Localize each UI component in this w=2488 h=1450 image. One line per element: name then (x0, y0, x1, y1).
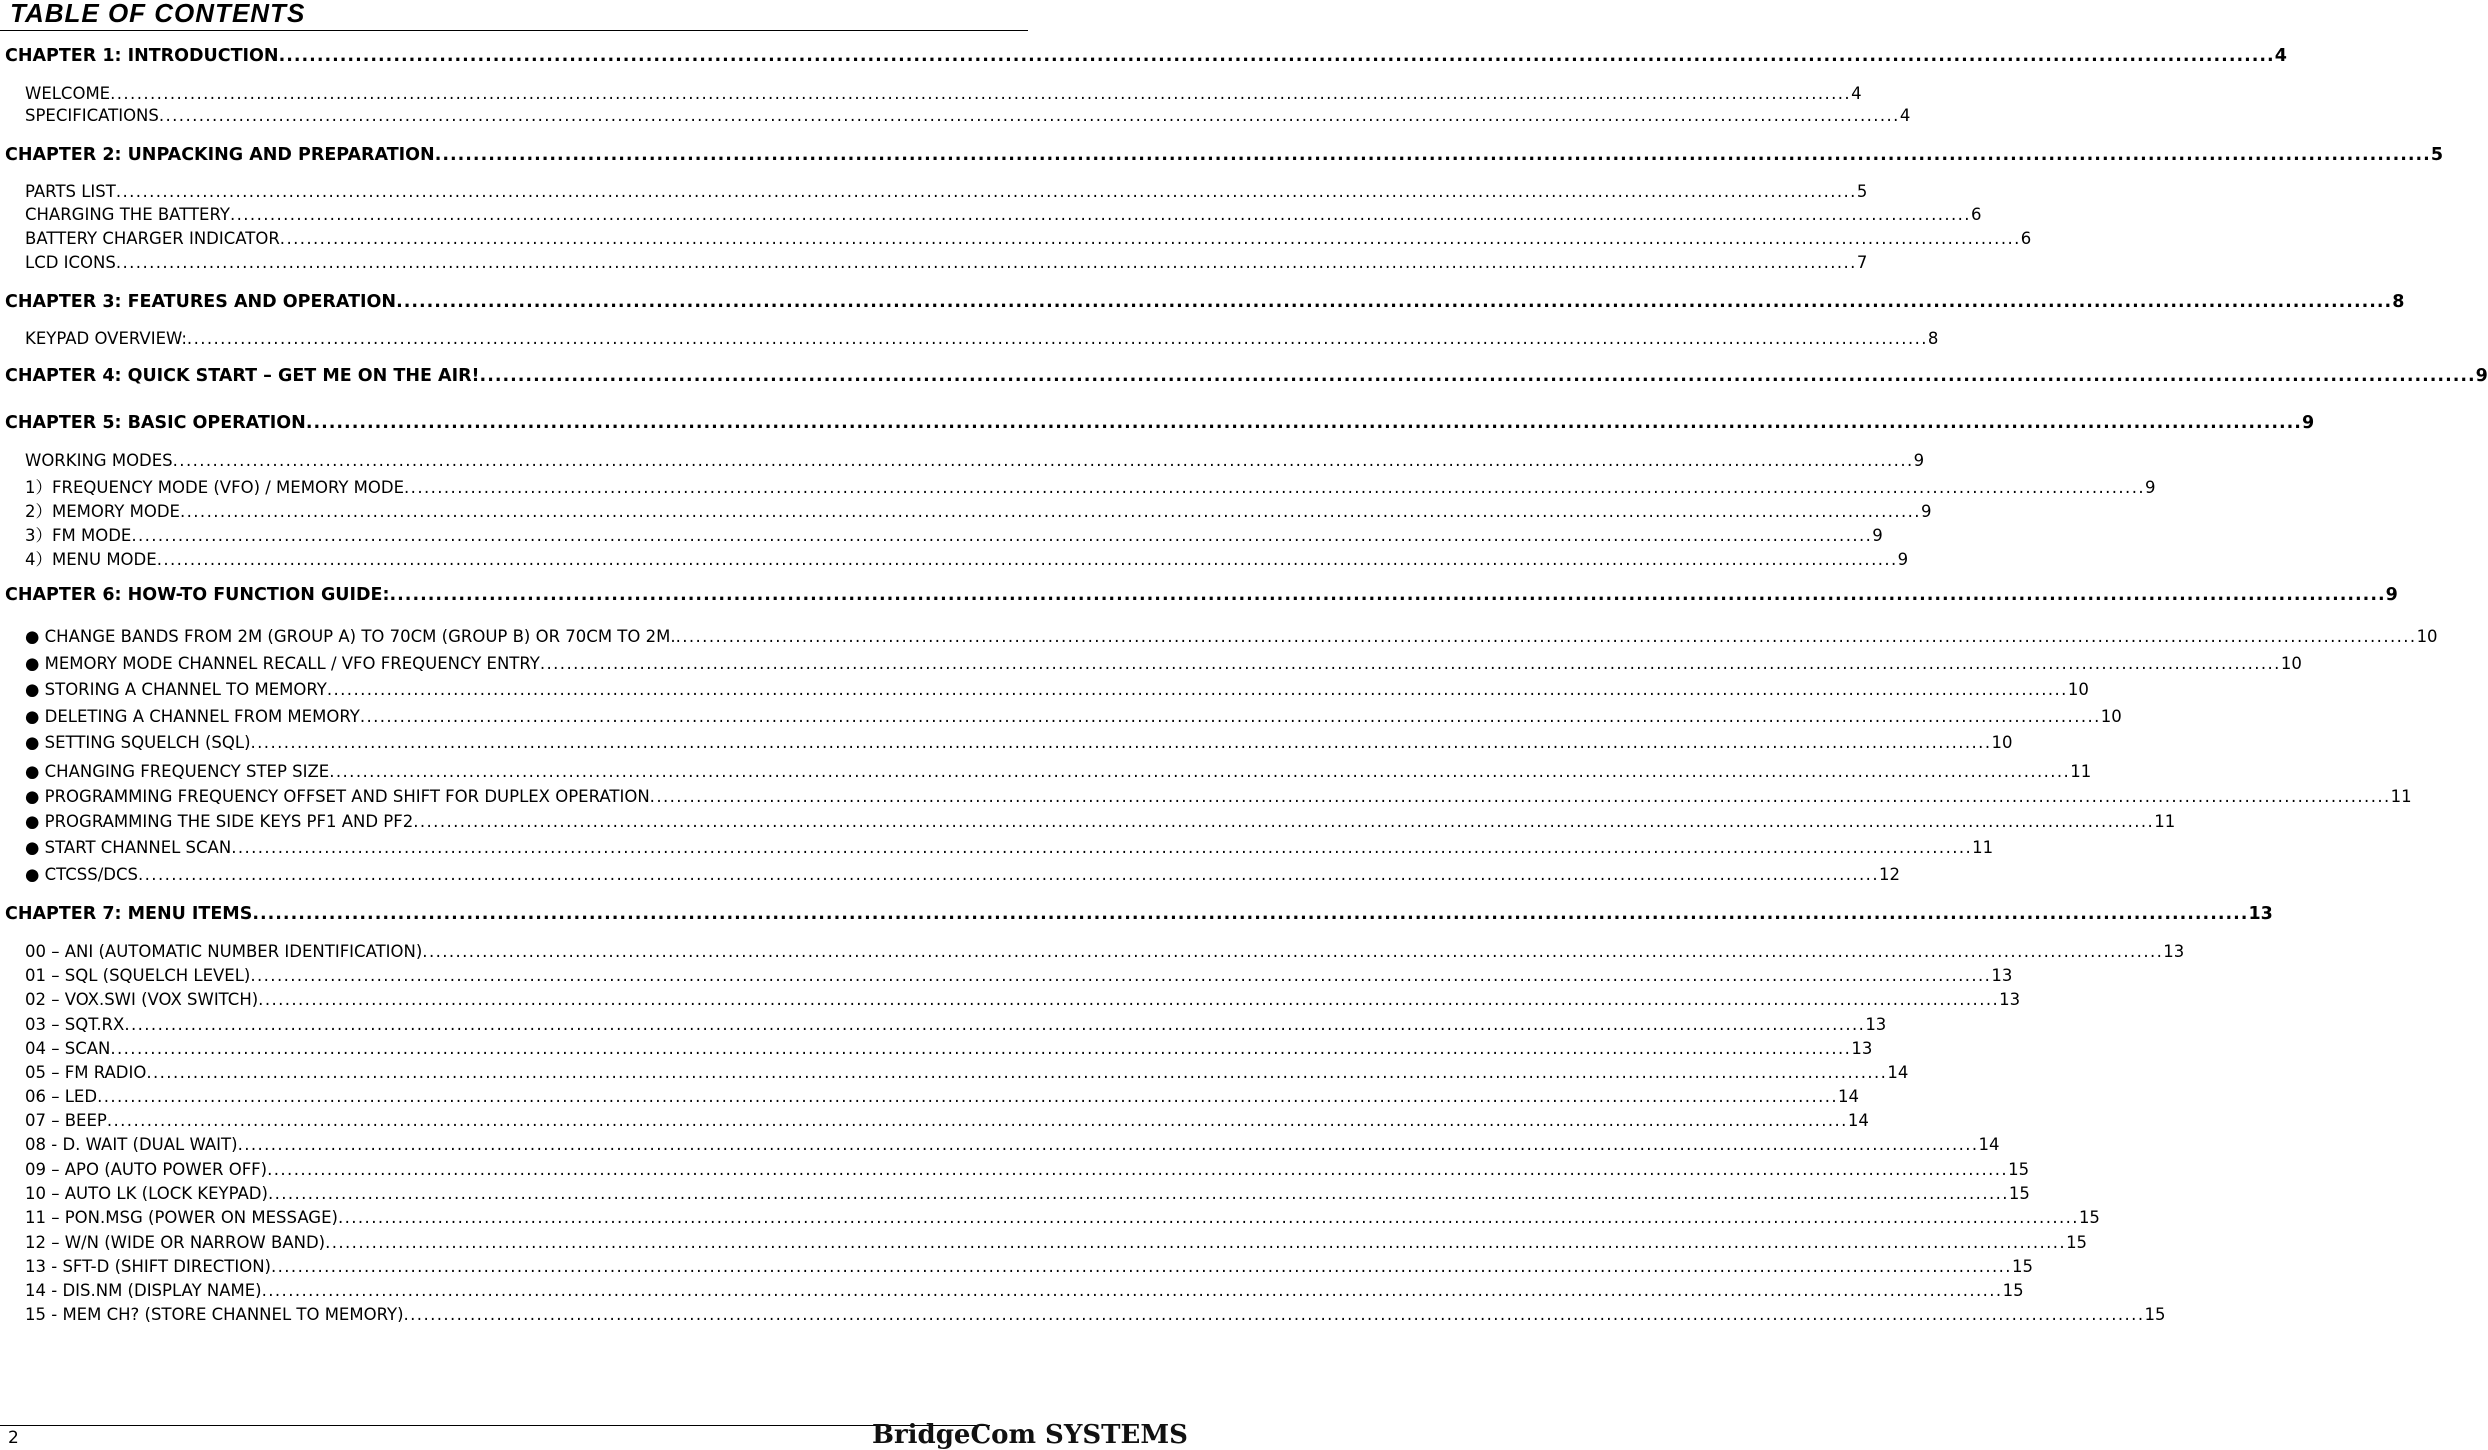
toc-section-entry[interactable] (25, 106, 1911, 125)
toc-page-number: 14 (1838, 1087, 1860, 1106)
toc-entry-label: 08 - D. WAIT (DUAL WAIT) (25, 1135, 238, 1154)
toc-page-number: 11 (1972, 838, 1994, 857)
toc-page-number: 13 (1999, 990, 2021, 1009)
toc-chapter-entry[interactable] (5, 585, 2398, 605)
dot-leader (97, 1087, 1838, 1106)
toc-page-number: 15 (2078, 1208, 2100, 1227)
toc-section-entry[interactable] (25, 1015, 1887, 1034)
toc-entry-label: 1）FREQUENCY MODE (VFO) / MEMORY MODE (25, 478, 405, 497)
dot-leader (116, 182, 1857, 201)
toc-entry-label: 14 - DIS.NM (DISPLAY NAME) (25, 1281, 262, 1300)
bridgecom-logo: BridgeCom SYSTEMS (872, 1420, 1188, 1450)
toc-page-number: 13 (2163, 942, 2185, 961)
toc-section-entry[interactable] (25, 1160, 2030, 1179)
toc-section-entry[interactable] (25, 451, 1925, 470)
toc-entry-label: PARTS LIST (25, 182, 116, 201)
toc-entry-label: ● DELETING A CHANNEL FROM MEMORY (25, 707, 360, 726)
toc-section-entry[interactable] (25, 838, 1994, 857)
toc-section-entry[interactable] (25, 762, 2092, 781)
toc-section-entry[interactable] (25, 546, 1909, 570)
dot-leader (360, 707, 2101, 726)
dot-leader (306, 413, 2302, 433)
toc-page-number: 6 (2020, 229, 2032, 248)
toc-section-entry[interactable] (25, 942, 2185, 961)
toc-entry-label: 10 – AUTO LK (LOCK KEYPAD) (25, 1184, 268, 1203)
toc-entry-label: 00 – ANI (AUTOMATIC NUMBER IDENTIFICATION) (25, 942, 423, 961)
toc-page-number: 5 (2430, 145, 2443, 165)
toc-page-number: 9 (2145, 478, 2156, 497)
toc-section-entry[interactable] (25, 1184, 2030, 1203)
toc-section-entry[interactable] (25, 329, 1939, 348)
toc-section-entry[interactable] (25, 522, 1883, 546)
toc-entry-label: 01 – SQL (SQUELCH LEVEL) (25, 966, 251, 985)
toc-entry-label: 06 – LED (25, 1087, 98, 1106)
toc-page-number: 8 (1927, 329, 1939, 348)
dot-leader (279, 46, 2275, 66)
dot-leader (116, 253, 1857, 272)
toc-page-number: 13 (1991, 966, 2013, 985)
toc-entry-label: SPECIFICATIONS (25, 106, 159, 125)
toc-entry-label: 09 – APO (AUTO POWER OFF) (25, 1160, 268, 1179)
toc-entry-label: CHARGING THE BATTERY (25, 205, 230, 224)
toc-page-number: 15 (2011, 1257, 2033, 1276)
toc-page-number: 9 (1872, 526, 1883, 545)
toc-section-entry[interactable] (25, 1135, 2000, 1154)
toc-entry-label: ● CHANGING FREQUENCY STEP SIZE (25, 762, 330, 781)
toc-entry-label: ● PROGRAMMING FREQUENCY OFFSET AND SHIFT FOR DUPLEX OPERATION (25, 787, 650, 806)
toc-section-entry[interactable] (25, 990, 2021, 1009)
toc-page-number: 9 (2385, 585, 2398, 605)
toc-page-number: 4 (2274, 46, 2287, 66)
toc-chapter-entry[interactable] (5, 46, 2287, 66)
toc-entry-label: ● CHANGE BANDS FROM 2M (GROUP A) TO 70CM (GROUP B) OR 70CM TO 2M. (25, 627, 676, 646)
toc-page-number: 9 (2301, 413, 2315, 433)
toc-entry-label: CHAPTER 2: UNPACKING AND PREPARATION (5, 145, 435, 165)
toc-page-number: 15 (2002, 1281, 2024, 1300)
toc-page-number: 10 (2100, 707, 2122, 726)
toc-section-entry[interactable] (25, 787, 2412, 806)
dot-leader (251, 733, 1992, 752)
dot-leader (267, 1160, 2008, 1179)
dot-leader (258, 990, 1999, 1009)
dot-leader (435, 145, 2431, 165)
dot-leader (124, 1015, 1865, 1034)
dot-leader (325, 1233, 2066, 1252)
toc-entry-label: 15 - MEM CH? (STORE CHANNEL TO MEMORY) (25, 1305, 404, 1324)
toc-chapter-entry[interactable] (5, 413, 2315, 433)
toc-entry-label: WORKING MODES (25, 451, 173, 470)
toc-section-entry[interactable] (25, 812, 2176, 831)
toc-page-number: 4 (1899, 106, 1911, 125)
toc-entry-label: KEYPAD OVERVIEW: (25, 329, 187, 348)
dot-leader (138, 865, 1879, 884)
toc-entry-label: CHAPTER 3: FEATURES AND OPERATION (5, 292, 397, 312)
toc-section-entry[interactable] (25, 733, 2013, 752)
dot-leader (231, 838, 1972, 857)
toc-heading: TABLE OF CONTENTS (10, 0, 306, 28)
toc-section-entry[interactable] (25, 182, 1868, 201)
dot-leader (404, 478, 2145, 497)
toc-page-number: 15 (2008, 1184, 2030, 1203)
toc-section-entry[interactable] (25, 205, 1982, 224)
toc-chapter-entry[interactable] (5, 292, 2405, 312)
toc-entry-label: CHAPTER 4: QUICK START – GET ME ON THE AIR! (5, 366, 480, 386)
toc-entry-label: ● MEMORY MODE CHANNEL RECALL / VFO FREQUENCY ENTRY (25, 654, 540, 673)
toc-section-entry[interactable] (25, 84, 1862, 103)
toc-page-number: 13 (1865, 1015, 1887, 1034)
toc-section-entry[interactable] (25, 654, 2302, 673)
toc-page-number: 9 (1913, 451, 1925, 470)
toc-entry-label: WELCOME (25, 84, 111, 103)
toc-entry-label: CHAPTER 6: HOW-TO FUNCTION GUIDE: (5, 585, 390, 605)
dot-leader (146, 1063, 1887, 1082)
toc-page-number: 10 (2416, 627, 2438, 646)
toc-section-entry[interactable] (25, 1281, 2024, 1300)
toc-entry-label: 2）MEMORY MODE (25, 502, 180, 521)
toc-section-entry[interactable] (25, 680, 2089, 699)
toc-page-number: 12 (1878, 865, 1900, 884)
dot-leader (157, 550, 1898, 569)
toc-page-number: 13 (1851, 1039, 1873, 1058)
toc-page-number: 6 (1970, 205, 1982, 224)
toc-page-number: 14 (1847, 1111, 1869, 1130)
toc-page-number: 15 (2008, 1160, 2030, 1179)
toc-section-entry[interactable] (25, 865, 1900, 884)
toc-entry-label: BATTERY CHARGER INDICATOR (25, 229, 280, 248)
dot-leader (329, 762, 2070, 781)
heading-rule (0, 30, 1028, 31)
toc-page-number: 5 (1856, 182, 1868, 201)
toc-entry-label: ● STORING A CHANNEL TO MEMORY (25, 680, 327, 699)
toc-page-number: 4 (1851, 84, 1862, 103)
page-number: 2 (8, 1428, 19, 1448)
dot-leader (396, 292, 2392, 312)
toc-page-number: 11 (2390, 787, 2412, 806)
toc-page-number: 15 (2144, 1305, 2166, 1324)
dot-leader (252, 904, 2248, 924)
dot-leader (238, 1135, 1979, 1154)
dot-leader (480, 366, 2476, 386)
dot-leader (338, 1208, 2079, 1227)
toc-page-number: 10 (2067, 680, 2089, 699)
dot-leader (107, 1111, 1848, 1130)
toc-section-entry[interactable] (25, 1111, 1869, 1130)
toc-page-number: 9 (1920, 502, 1932, 521)
toc-page-number: 9 (1897, 550, 1909, 569)
dot-leader (271, 1257, 2012, 1276)
toc-section-entry[interactable] (25, 1233, 2088, 1252)
toc-chapter-entry[interactable] (5, 904, 2273, 924)
toc-page-number: 9 (2475, 366, 2488, 386)
dot-leader (268, 1184, 2009, 1203)
toc-entry-label: ● PROGRAMMING THE SIDE KEYS PF1 AND PF2 (25, 812, 414, 831)
toc-page-number: 15 (2066, 1233, 2088, 1252)
dot-leader (404, 1305, 2145, 1324)
toc-entry-label: CHAPTER 7: MENU ITEMS (5, 904, 253, 924)
toc-entry-label: LCD ICONS (25, 253, 116, 272)
toc-page-number: 7 (1856, 253, 1868, 272)
toc-page-number: 10 (2280, 654, 2302, 673)
dot-leader (413, 812, 2154, 831)
toc-entry-label: 02 – VOX.SWI (VOX SWITCH) (25, 990, 259, 1009)
toc-entry-label: CHAPTER 1: INTRODUCTION (5, 46, 279, 66)
dot-leader (230, 205, 1971, 224)
toc-section-entry[interactable] (25, 1305, 2166, 1324)
toc-section-entry[interactable] (25, 229, 2032, 248)
toc-entry-label: ● START CHANNEL SCAN (25, 838, 232, 857)
toc-entry-label: 07 – BEEP (25, 1111, 107, 1130)
dot-leader (250, 966, 1991, 985)
toc-entry-label: 04 – SCAN (25, 1039, 111, 1058)
dot-leader (110, 1039, 1851, 1058)
dot-leader (280, 229, 2021, 248)
toc-chapter-entry[interactable] (5, 145, 2443, 165)
dot-leader (422, 942, 2163, 961)
dot-leader (262, 1281, 2003, 1300)
toc-section-entry[interactable] (25, 253, 1868, 272)
dot-leader (180, 502, 1921, 521)
dot-leader (159, 106, 1900, 125)
toc-page-number: 11 (2070, 762, 2092, 781)
toc-page-number: 13 (2248, 904, 2273, 924)
toc-page-number: 11 (2154, 812, 2176, 831)
toc-entry-label: 13 - SFT-D (SHIFT DIRECTION) (25, 1257, 271, 1276)
toc-page-number: 14 (1887, 1063, 1909, 1082)
toc-section-entry[interactable] (25, 707, 2122, 726)
toc-entry-label: 11 – PON.MSG (POWER ON MESSAGE) (25, 1208, 338, 1227)
footer-rule (0, 1425, 990, 1426)
toc-section-entry[interactable] (25, 627, 2438, 646)
toc-section-entry[interactable] (25, 1208, 2100, 1227)
toc-page-number: 10 (1991, 733, 2013, 752)
dot-leader (131, 526, 1872, 545)
toc-entry-label: 3）FM MODE (25, 526, 132, 545)
toc-page-number: 8 (2392, 292, 2405, 312)
toc-entry-label: 12 – W/N (WIDE OR NARROW BAND) (25, 1233, 326, 1252)
toc-entry-label: 05 – FM RADIO (25, 1063, 147, 1082)
dot-leader (173, 451, 1914, 470)
toc-section-entry[interactable] (25, 498, 1932, 522)
toc-page-number: 14 (1978, 1135, 2000, 1154)
toc-entry-label: 03 – SQT.RX (25, 1015, 125, 1034)
dot-leader (110, 84, 1851, 103)
dot-leader (390, 585, 2386, 605)
toc-entry-label: ● SETTING SQUELCH (SQL) (25, 733, 251, 752)
dot-leader (327, 680, 2068, 699)
toc-entry-label: 4）MENU MODE (25, 550, 157, 569)
dot-leader (187, 329, 1928, 348)
dot-leader (650, 787, 2391, 806)
toc-entry-label: CHAPTER 5: BASIC OPERATION (5, 413, 306, 433)
toc-chapter-entry[interactable] (5, 366, 2488, 386)
toc-section-entry[interactable] (25, 1087, 1860, 1106)
dot-leader (676, 627, 2417, 646)
toc-entry-label: ● CTCSS/DCS (25, 865, 139, 884)
toc-section-entry[interactable] (25, 1063, 1909, 1082)
toc-section-entry[interactable] (25, 966, 2013, 985)
toc-section-entry[interactable] (25, 1257, 2033, 1276)
toc-section-entry[interactable] (25, 474, 2156, 498)
toc-section-entry[interactable] (25, 1039, 1873, 1058)
dot-leader (540, 654, 2281, 673)
